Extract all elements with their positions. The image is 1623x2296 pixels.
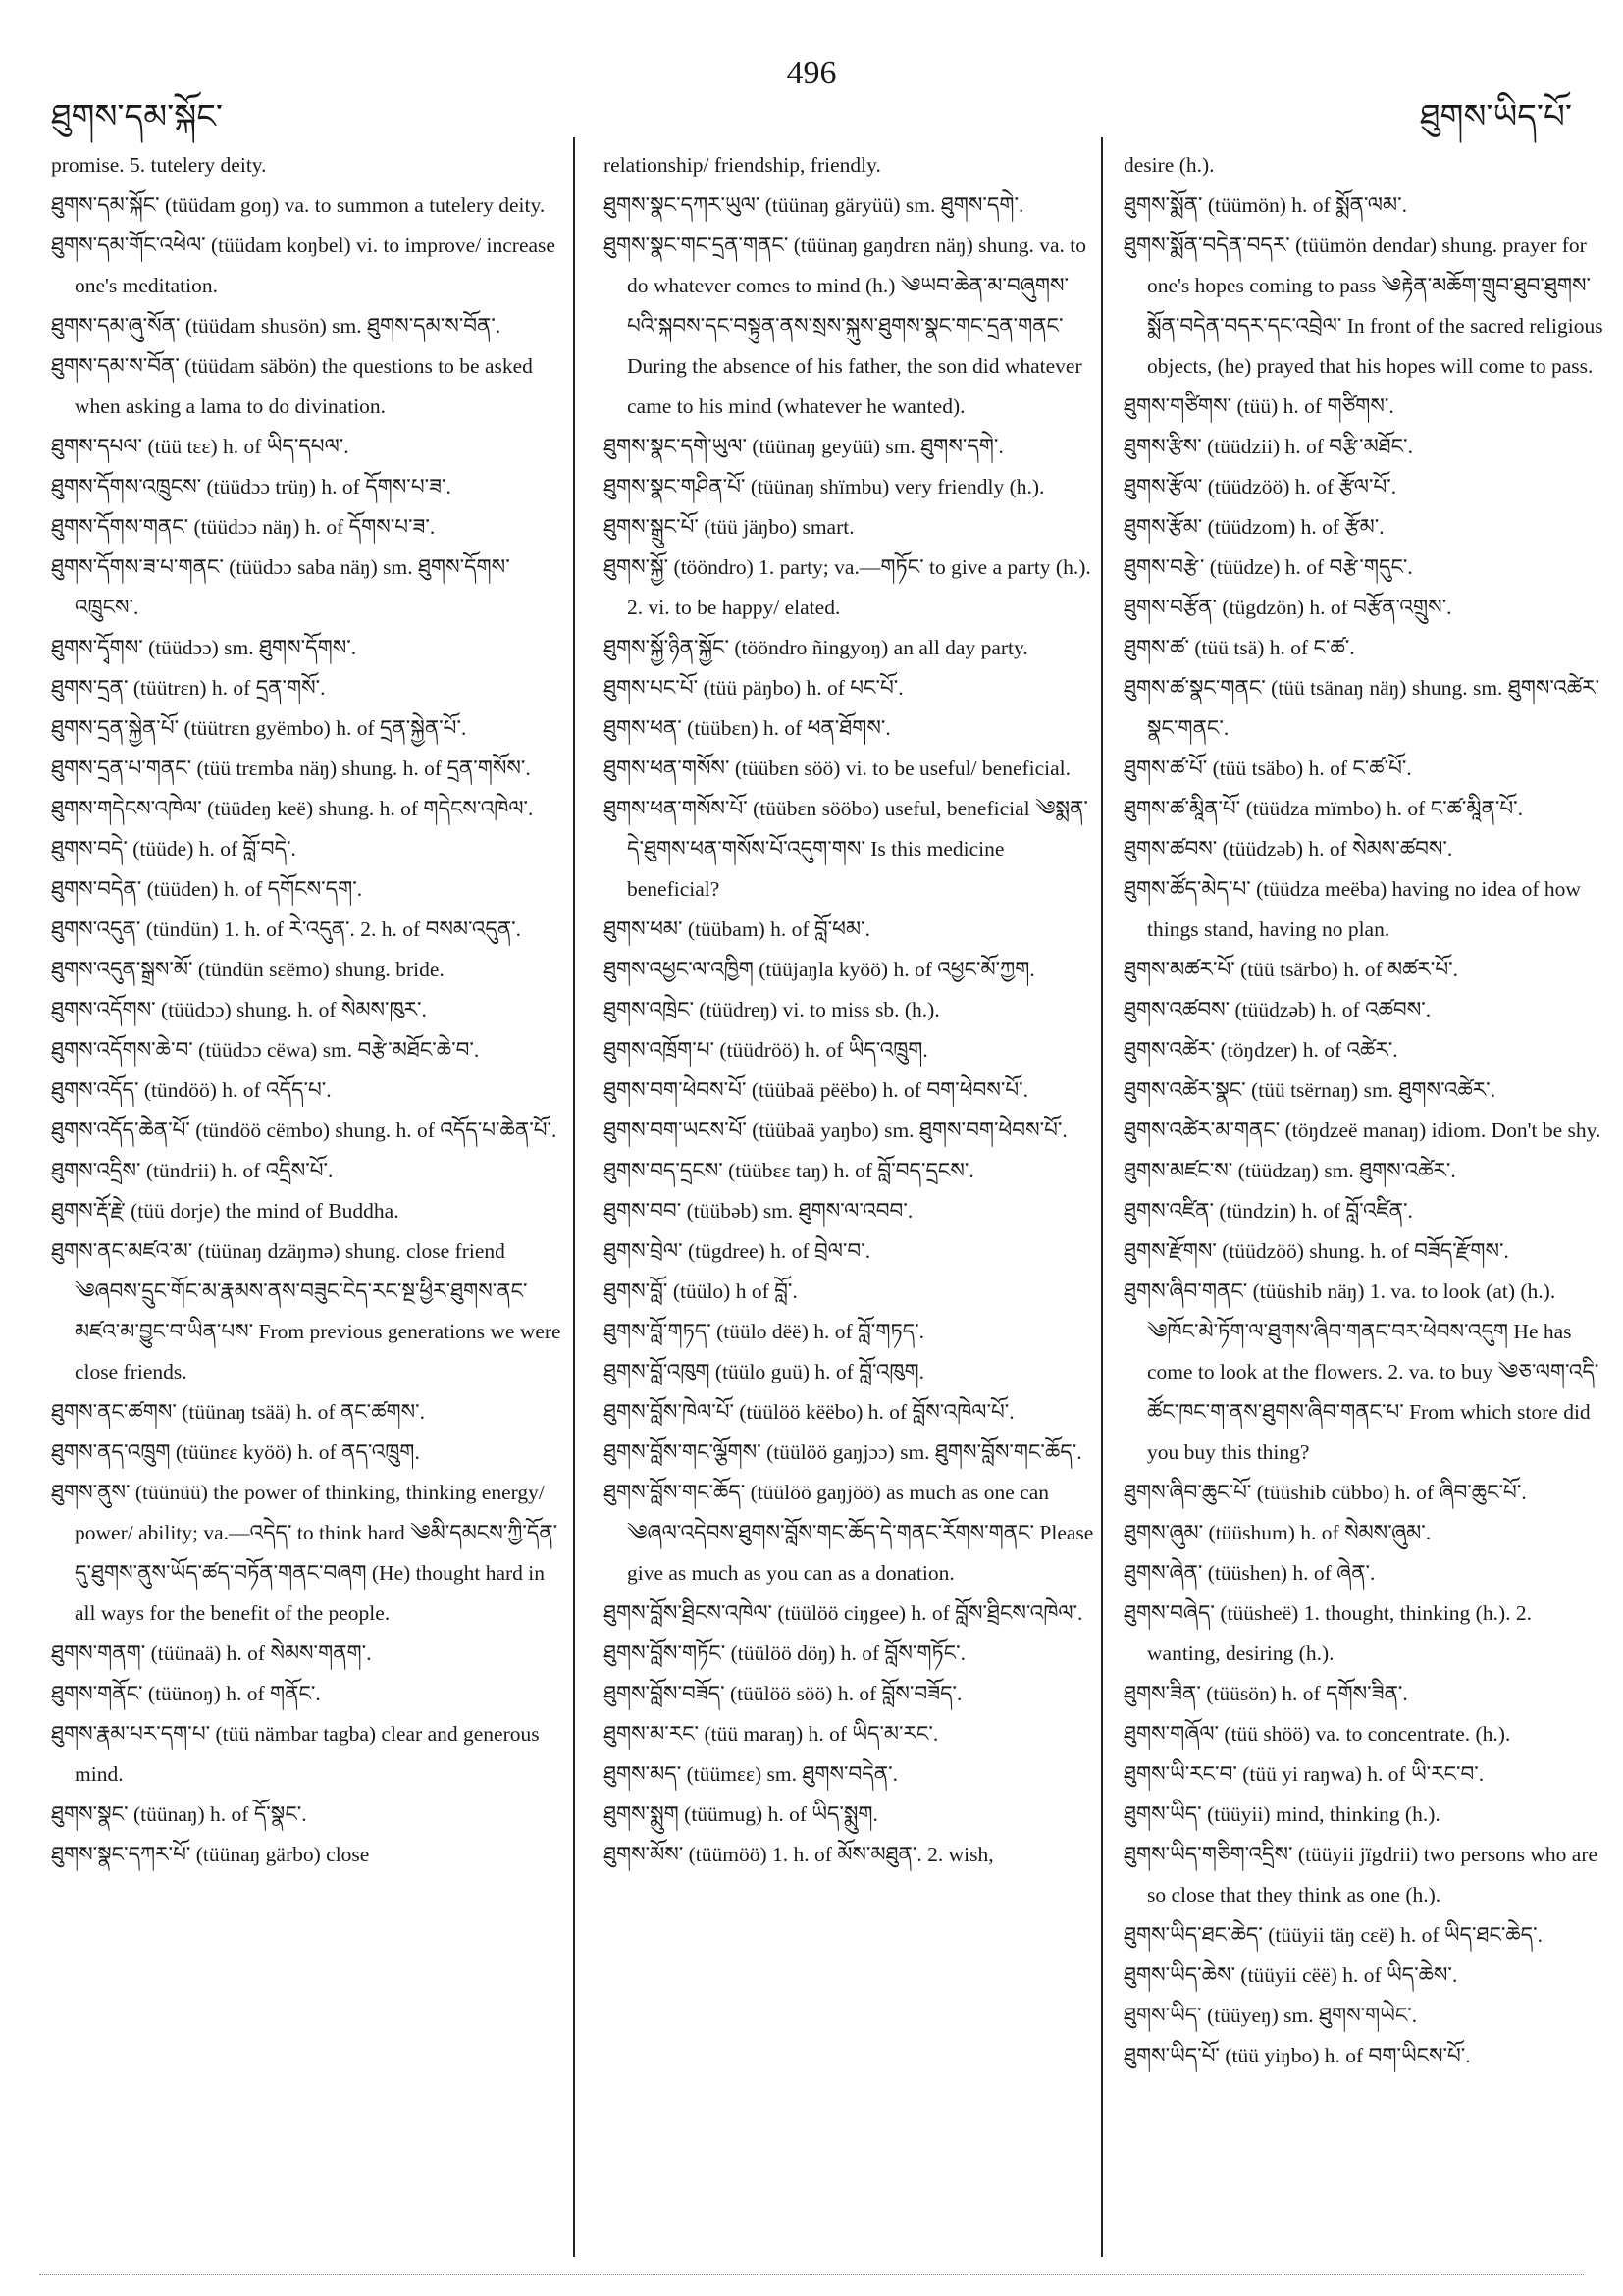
dictionary-entry: ཐུགས་སྣང་ (tüünaŋ) h. of དོ་སྣང་. xyxy=(51,1802,307,1826)
dictionary-entry: ཐུགས་རྣམ་པར་དག་པ་ (tüü nämbar tagba) clear and generous mind. xyxy=(51,1722,540,1786)
dictionary-entry: ཐུགས་དམ་ཞུ་སོན་ (tüüdam shusön) sm. ཐུགས་དམ་ས་བོན་. xyxy=(51,314,501,338)
dictionary-entry: ཐུགས་ཕམ་ (tüübam) h. of བློ་ཕམ་. xyxy=(603,917,870,941)
dictionary-entry: ཐུགས་བདེན་ (tüüden) h. of དགོངས་དག་. xyxy=(51,877,363,901)
dictionary-entry: ཐུགས་ཚོད་མེད་པ་ (tüüdza meëba) having no idea of how things stand, having no plan. xyxy=(1124,877,1581,941)
dictionary-entry: ཐུགས་འཁྲེང་ (tüüdreŋ) vi. to miss sb. (h.). xyxy=(603,998,940,1021)
dictionary-entry: ཐུགས་བརྩེ་ (tüüdze) h. of བརྩེ་གདུང་. xyxy=(1124,555,1413,579)
dictionary-column-3 xyxy=(1124,145,1604,2257)
dictionary-entry: ཐུགས་འཚེར་སྣང་ (tüü tsërnaŋ) sm. ཐུགས་འཚེར་. xyxy=(1124,1078,1496,1102)
page-number: 496 xyxy=(786,55,837,91)
dictionary-entry: ཐུགས་ཡིད་ (tüüyii) mind, thinking (h.). xyxy=(1124,1802,1440,1826)
dictionary-entry: ཐུགས་ཚབས་ (tüüdzəb) h. of སེམས་ཚབས་. xyxy=(1124,837,1453,861)
dictionary-entry: ཐུགས་བདེ་ (tüüde) h. of བློ་བདེ་. xyxy=(51,837,296,861)
dictionary-entry: ཐུགས་འདོད་ (tündöö) h. of འདོད་པ་. xyxy=(51,1078,332,1102)
running-head-right: ཐུགས་ཡིད་པོ་ xyxy=(1420,97,1572,136)
dictionary-entry: ཐུགས་འཁྲོག་པ་ (tüüdröö) h. of ཡིད་འཁྲུག. xyxy=(603,1038,928,1062)
dictionary-entry: ཐུགས་སྨོན་བདེན་བདར་ (tüümön dendar) shung. prayer for one's hopes coming to pass ༄རྟེན་མཆོག་གྲུབ་ཐུབ་ཐུགས་སྨོན་བདེན་བདར་དང་འབྲེལ་ In front of the sacred religious objects, (he) prayed that his hopes will come to pass. xyxy=(1124,234,1603,378)
dictionary-entry: ཐུགས་འདོགས་ཆེ་བ་ (tüüdɔɔ cëwa) sm. བརྩེ་མཐོང་ཆེ་བ་. xyxy=(51,1038,480,1062)
dictionary-entry: ཐུགས་དྲན་སྐྱེན་པོ་ (tüütrεn gyëmbo) h. of དྲན་སྐྱེན་པོ་. xyxy=(51,716,467,740)
column-divider xyxy=(1101,137,1103,2257)
dictionary-entry: ཐུགས་འཚབས་ (tüüdzəb) h. of འཚབས་. xyxy=(1124,998,1432,1021)
dictionary-entry: ཐུགས་སྨུག (tüümug) h. of ཡིད་སྨུག. xyxy=(603,1802,878,1826)
dictionary-entry: ཐུགས་དོགས་གནང་ (tüüdɔɔ näŋ) h. of དོགས་པ་ཟ་. xyxy=(51,515,436,539)
dictionary-entry: ཐུགས་བློས་གཏོང་ (tüülöö döŋ) h. of བློས་གཏོང་. xyxy=(603,1642,966,1665)
dictionary-entry: ཐུགས་རྫོགས་ (tüüdzöö) shung. h. of བཟོད་རྫོགས་. xyxy=(1124,1239,1509,1263)
dictionary-entry: ཐུགས་སྨོན་ (tüümön) h. of སྨོན་ལམ་. xyxy=(1124,193,1407,217)
dictionary-entry: ཐུགས་ཟིན་ (tüüsön) h. of དགོས་ཟིན་. xyxy=(1124,1682,1408,1705)
dictionary-entry: ཐུགས་བློས་གང་ཆོད་ (tüülöö gaŋjöö) as much as one can ༄ཞལ་འདེབས་ཐུགས་བློས་གང་ཆོད་དེ་གནང་རོགས་གནང་ Please give as much as you can as a donation. xyxy=(603,1481,1094,1585)
dictionary-entry: ཐུགས་དམ་གོང་འཕེལ་ (tüüdam koŋbel) vi. to improve/ increase one's meditation. xyxy=(51,234,555,297)
dictionary-entry: ཐུགས་དྲན་པ་གནང་ (tüü trεmba näŋ) shung. h. of དྲན་གསོས་. xyxy=(51,757,531,780)
dictionary-entry: ཐུགས་ནང་མཛའ་མ་ (tüünaŋ dzäŋmə) shung. close friend ༄ཞབས་དྲུང་གོང་མ་རྣམས་ནས་བཟུང་ངེད་རང་སྔ་ཕྱིར་ཐུགས་ནང་མཛའ་མ་བྱུང་བ་ཡིན་པས་ From previous generations we were close friends. xyxy=(51,1239,561,1383)
dictionary-entry: ཐུགས་མཚར་པོ་ (tüü tsärbo) h. of མཚར་པོ་. xyxy=(1124,958,1458,981)
dictionary-entry: ཐུགས་ཚ་ (tüü tsä) h. of ང་ཚ་. xyxy=(1124,636,1355,659)
dictionary-entry: ཐུགས་ཡིད་གཅིག་འདྲིས་ (tüüyii jïgdrii) two persons who are so close that they think as one (h.). xyxy=(1124,1843,1598,1906)
dictionary-entry: ཐུགས་བློས་གང་ལྕོགས་ (tüülöö gaŋjɔɔ) sm. ཐུགས་བློས་གང་ཆོད་. xyxy=(603,1440,1082,1464)
dictionary-entry: ཐུགས་འདྲིས་ (tündrii) h. of འདྲིས་པོ་. xyxy=(51,1159,334,1182)
dictionary-entry: ཐུགས་གནོང་ (tüünoŋ) h. of གནོང་. xyxy=(51,1682,321,1705)
dictionary-entry: ཐུགས་མོས་ (tüümöö) 1. h. of མོས་མཐུན་. 2. wish, xyxy=(603,1843,994,1866)
dictionary-entry: ཐུགས་བློ་གཏད་ (tüülo dëë) h. of བློ་གཏད་. xyxy=(603,1320,925,1343)
dictionary-entry: ཐུགས་བློ་འཁུག (tüülo guü) h. of བློ་འཁུག. xyxy=(603,1360,924,1383)
dictionary-entry: ཐུགས་འཚེར་ (töŋdzer) h. of འཚེར་. xyxy=(1124,1038,1398,1062)
dictionary-entry: ཐུགས་མཛང་ས་ (tüüdzaŋ) sm. ཐུགས་འཚེར་. xyxy=(1124,1159,1456,1182)
dictionary-entry: ཐུགས་འཕྱང་ལ་འཁྱིག (tüüjaŋla kyöö) h. of འཕྱང་མོ་ཀྱག. xyxy=(603,958,1035,981)
dictionary-entry: ཐུགས་བབ་ (tüübəb) sm. ཐུགས་ལ་འབབ་. xyxy=(603,1199,914,1223)
dictionary-entry: ཐུགས་སྐྱོ་ (tööndro) 1. party; va.—གཏོང་ to give a party (h.). 2. vi. to be happy/ elated. xyxy=(603,555,1091,619)
dictionary-column-1 xyxy=(51,145,561,2257)
dictionary-entry: ཐུགས་ཞིབ་གནང་ (tüüshib näŋ) 1. va. to look (at) (h.). ༄ཁོང་མེ་ཏོག་ལ་ཐུགས་ཞིབ་གནང་བར་ཕེབས་འདུག He has come to look at the flowers. 2. va. to buy ༄ཅ་ལག་འདི་ཚོང་ཁང་ག་ནས་ཐུགས་ཞིབ་གནང་པ་ From which store did you buy this thing? xyxy=(1124,1279,1599,1464)
dictionary-entry: ཐུགས་འདོགས་ (tüüdɔɔ) shung. h. of སེམས་ཁུར་. xyxy=(51,998,427,1021)
dictionary-entry: ཐུགས་འདུན་ (tündün) 1. h. of རེ་འདུན་. 2. h. of བསམ་འདུན་. xyxy=(51,917,522,941)
dictionary-entry: ཐུགས་ནུས་ (tüünüü) the power of thinking, thinking energy/ power/ ability; va.—འདེད་ to think hard ༄མི་དམངས་ཀྱི་དོན་དུ་ཐུགས་ནུས་ཡོད་ཚད་བཏོན་གནང་བཞག (He) thought hard in all ways for the benefit of the people. xyxy=(51,1481,558,1625)
dictionary-entry: ཐུགས་སྣང་གང་དྲན་གནང་ (tüünaŋ gaŋdrεn näŋ) shung. va. to do whatever comes to mind (h.) ༄ཡབ་ཆེན་མ་བཞུགས་པའི་སྐབས་དང་བསྟུན་ནས་སྲས་སྐུས་ཐུགས་སྣང་གང་དྲན་གནང་ During the absence of his father, the son did whatever came to his mind (whatever he wanted). xyxy=(603,234,1086,418)
dictionary-entry: ཐུགས་དོགས་ཟ་པ་གནང་ (tüüdɔɔ saba näŋ) sm. ཐུགས་དོགས་འཁྲུངས་. xyxy=(51,555,510,619)
dictionary-entry: ཐུགས་མད་ (tüümεε) sm. ཐུགས་བདེན་. xyxy=(603,1762,898,1786)
dictionary-entry: ཐུགས་ཕན་གསོས་ (tüübεn söö) vi. to be useful/ beneficial. xyxy=(603,757,1072,780)
column-divider xyxy=(573,137,575,2257)
dictionary-entry: ཐུགས་ཚ་པོ་ (tüü tsäbo) h. of ང་ཚ་པོ་. xyxy=(1124,757,1412,780)
dictionary-entry: ཐུགས་བྲེལ་ (tügdree) h. of བྲེལ་བ་. xyxy=(603,1239,871,1263)
dictionary-entry: ཐུགས་རྩོལ་ (tüüdzöö) h. of རྩོལ་པོ་. xyxy=(1124,475,1397,498)
dictionary-entry: ཐུགས་ནད་འཁྲུག (tüünεε kyöö) h. of ནད་འཁྲུག. xyxy=(51,1440,420,1464)
dictionary-entry: ཐུགས་བློས་བཟོད་ (tüülöö söö) h. of བློས་བཟོད་. xyxy=(603,1682,963,1705)
dictionary-entry: ཐུགས་པང་པོ་ (tüü päŋbo) h. of པང་པོ་. xyxy=(603,676,904,700)
dictionary-entry: ཐུགས་སྣང་དགེ་ཡུལ་ (tüünaŋ geyüü) sm. ཐུགས་དགེ་. xyxy=(603,435,1004,458)
page-bottom-rule xyxy=(39,2274,1584,2275)
dictionary-entry: ཐུགས་གདེངས་འཁེལ་ (tüüdeŋ keë) shung. h. of གདེངས་འཁེལ་. xyxy=(51,797,534,820)
dictionary-entry: ཐུགས་མ་རང་ (tüü maraŋ) h. of ཡིད་མ་རང་. xyxy=(603,1722,939,1746)
dictionary-entry: ཐུགས་དྭོགས་ (tüüdɔɔ) sm. ཐུགས་དོགས་. xyxy=(51,636,357,659)
dictionary-entry: ཐུགས་ཞེན་ (tüüshen) h. of ཞེན་. xyxy=(1124,1561,1376,1585)
dictionary-entry: ཐུགས་རྡོ་རྗེ་ (tüü dorje) the mind of Buddha. xyxy=(51,1199,399,1223)
dictionary-entry: ཐུགས་རྩིས་ (tüüdzii) h. of བརྩི་མཐོང་. xyxy=(1124,435,1413,458)
dictionary-entry: ཐུགས་ནང་ཚགས་ (tüünaŋ tsää) h. of ནང་ཚགས་. xyxy=(51,1400,426,1424)
dictionary-entry: ཐུགས་ཡིད་པོ་ (tüü yiŋbo) h. of བག་ཡིངས་པོ་. xyxy=(1124,2044,1471,2067)
dictionary-entry: ཐུགས་སྒྲུང་པོ་ (tüü jäŋbo) smart. xyxy=(603,515,855,539)
dictionary-entry: ཐུགས་ཡིད་ཆེས་ (tüüyii cëë) h. of ཡིད་ཆེས་. xyxy=(1124,1963,1458,1987)
running-head-left: ཐུགས་དམ་སྐོང་ xyxy=(51,97,223,136)
dictionary-entry: ཐུགས་འཚེར་མ་གནང་ (töŋdzeë manaŋ) idiom. Don't be shy. xyxy=(1124,1119,1601,1142)
dictionary-entry: ཐུགས་ཡིད་ཐང་ཆེད་ (tüüyii täŋ cεë) h. of ཡིད་ཐང་ཆེད་. xyxy=(1124,1923,1544,1947)
dictionary-entry: ཐུགས་ཡི་རང་བ་ (tüü yi raŋwa) h. of ཡི་རང་བ་. xyxy=(1124,1762,1485,1786)
dictionary-entry: ཐུགས་འདོད་ཆེན་པོ་ (tündöö cëmbo) shung. h. of འདོད་པ་ཆེན་པོ་. xyxy=(51,1119,557,1142)
dictionary-entry: ཐུགས་སྐྱོ་ཉིན་སྐྱོང་ (tööndro ñingyoŋ) an all day party. xyxy=(603,636,1028,659)
dictionary-entry: ཐུགས་ཞུམ་ (tüüshum) h. of སེམས་ཞུམ་. xyxy=(1124,1521,1432,1544)
dictionary-entry: ཐུགས་སྣང་གཤིན་པོ་ (tüünaŋ shïmbu) very friendly (h.). xyxy=(603,475,1045,498)
dictionary-entry: ཐུགས་ཚ་སྣང་གནང་ (tüü tsänaŋ näŋ) shung. sm. ཐུགས་འཚེར་སྣང་གནང་. xyxy=(1124,676,1600,740)
dictionary-entry: ཐུགས་བད་དྲངས་ (tüübεε taŋ) h. of བློ་བད་དྲངས་. xyxy=(603,1159,974,1182)
dictionary-entry: ཐུགས་བློ་ (tüülo) h of བློ་. xyxy=(603,1279,798,1303)
dictionary-entry: relationship/ friendship, friendly. xyxy=(603,153,881,177)
dictionary-entry: ཐུགས་གཞོལ་ (tüü shöö) va. to concentrate. (h.). xyxy=(1124,1722,1511,1746)
dictionary-entry: ཐུགས་དཔལ་ (tüü tεε) h. of ཡིད་དཔལ་. xyxy=(51,435,349,458)
dictionary-entry: ཐུགས་བག་ཡངས་པོ་ (tüübaä yaŋbo) sm. ཐུགས་བག་ཕེབས་པོ་. xyxy=(603,1119,1068,1142)
dictionary-entry: ཐུགས་བརྩོན་ (tügdzön) h. of བརྩོན་འགྲུས་. xyxy=(1124,596,1452,619)
dictionary-entry: ཐུགས་ཕན་ (tüübεn) h. of ཕན་ཐོགས་. xyxy=(603,716,891,740)
dictionary-entry: promise. 5. tutelery deity. xyxy=(51,153,267,177)
dictionary-entry: ཐུགས་འདུན་སྒྲས་མོ་ (tündün sεëmo) shung. bride. xyxy=(51,958,445,981)
dictionary-column-2 xyxy=(603,145,1094,2257)
dictionary-entry: ཐུགས་གཙིགས་ (tüü) h. of གཙིགས་. xyxy=(1124,394,1394,418)
dictionary-entry: ཐུགས་སྣང་དཀར་ཡུལ་ (tüünaŋ gäryüü) sm. ཐུགས་དགེ་. xyxy=(603,193,1024,217)
dictionary-entry: ཐུགས་དོགས་འཁྲུངས་ (tüüdɔɔ trüŋ) h. of དོགས་པ་ཟ་. xyxy=(51,475,451,498)
dictionary-entry: ཐུགས་གནག་ (tüünaä) h. of སེམས་གནག་. xyxy=(51,1642,372,1665)
dictionary-entry: ཐུགས་ཚ་མཱིན་པོ་ (tüüdza mïmbo) h. of ང་ཚ་མཱིན་པོ་. xyxy=(1124,797,1524,820)
dictionary-entry: ཐུགས་སྣང་དཀར་པོ་ (tüünaŋ gärbo) close xyxy=(51,1843,370,1866)
dictionary-entry: ཐུགས་བློས་ཐྲིངས་འཁེལ་ (tüülöö ciŋgee) h. of བློས་ཐྲིངས་འཁེལ་. xyxy=(603,1601,1083,1625)
dictionary-entry: ཐུགས་འཛིན་ (tündzin) h. of བློ་འཛིན་. xyxy=(1124,1199,1413,1223)
dictionary-entry: ཐུགས་ཕན་གསོས་པོ་ (tüübεn sööbo) useful, beneficial ༄སྨན་དེ་ཐུགས་ཕན་གསོས་པོ་འདུག་གས་ Is this medicine beneficial? xyxy=(603,797,1088,901)
dictionary-entry: ཐུགས་བག་ཕེབས་པོ་ (tüübaä pëëbo) h. of བག་ཕེབས་པོ་. xyxy=(603,1078,1029,1102)
dictionary-entry: ཐུགས་དམ་ས་བོན་ (tüüdam säbön) the questions to be asked when asking a lama to do divination. xyxy=(51,354,533,418)
dictionary-entry: ཐུགས་དམ་སྐོང་ (tüüdam goŋ) va. to summon a tutelery deity. xyxy=(51,193,546,217)
dictionary-entry: desire (h.). xyxy=(1124,153,1215,177)
dictionary-entry: ཐུགས་བཞེད་ (tüüsheë) 1. thought, thinking (h.). 2. wanting, desiring (h.). xyxy=(1124,1601,1533,1665)
dictionary-entry: ཐུགས་ཞིབ་ཆུང་པོ་ (tüüshib cübbo) h. of ཞིབ་ཆུང་པོ་. xyxy=(1124,1481,1527,1504)
dictionary-entry: ཐུགས་བློས་ཁེལ་པོ་ (tüülöö këëbo) h. of བློས་འཁེལ་པོ་. xyxy=(603,1400,1015,1424)
dictionary-entry: ཐུགས་རྩོམ་ (tüüdzom) h. of རྩོམ་. xyxy=(1124,515,1385,539)
dictionary-entry: ཐུགས་ཡིད་ (tüüyeŋ) sm. ཐུགས་གཡེང་. xyxy=(1124,2004,1418,2027)
dictionary-entry: ཐུགས་དྲན་ (tüütrεn) h. of དྲན་གསོ་. xyxy=(51,676,326,700)
